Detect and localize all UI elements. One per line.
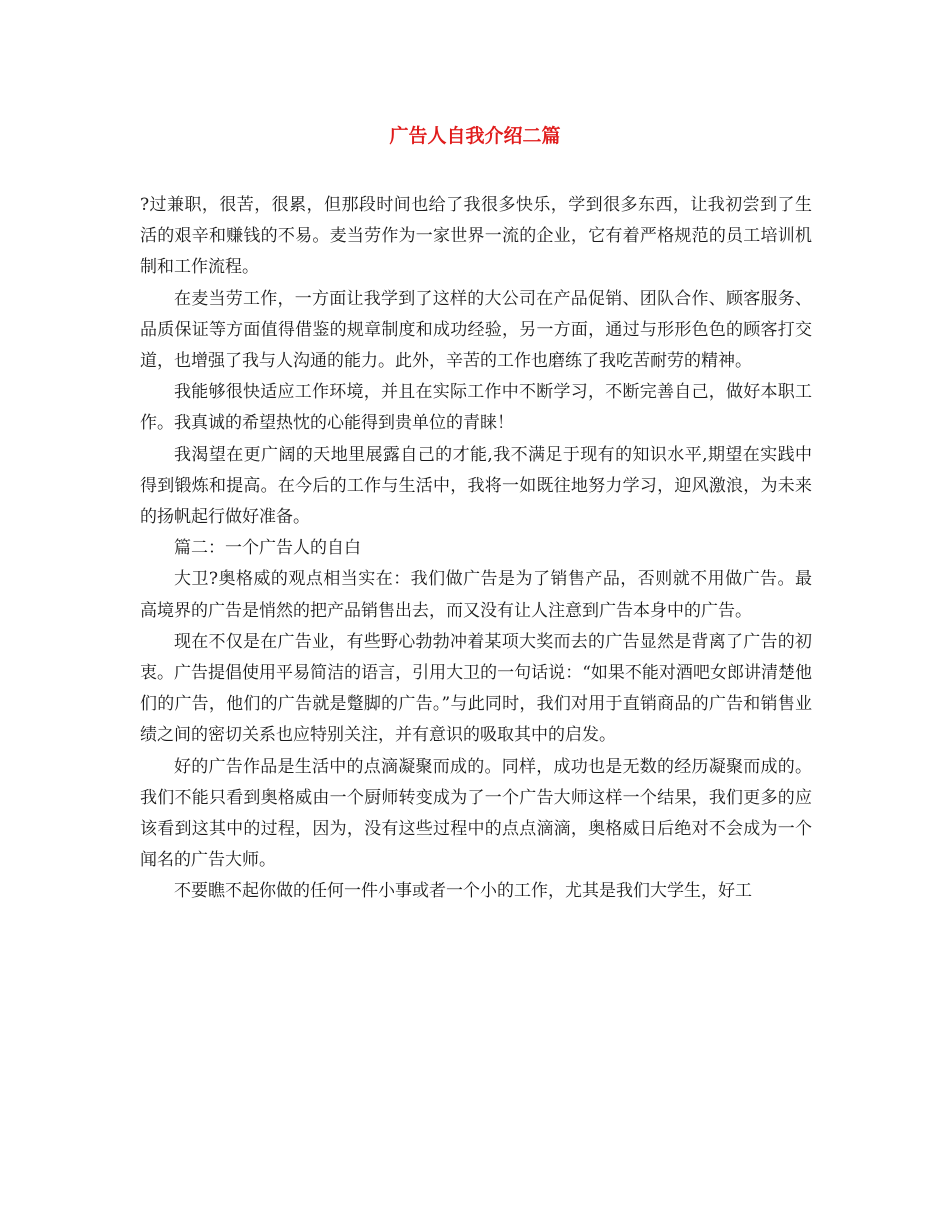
- paragraph: ?过兼职，很苦，很累，但那段时间也给了我很多快乐，学到很多东西，让我初尝到了生活的艰辛和赚钱的不易。麦当劳作为一家世界一流的企业，它有着严格规范的员工培训机制和工作流程。: [140, 195, 812, 278]
- paragraph: 好的广告作品是生活中的点滴凝聚而成的。同样，成功也是无数的经历凝聚而成的。我们不能只看到奥格威由一个厨师转变成为了一个广告大师这样一个结果，我们更多的应该看到这其中的过程，因为，没有这些过程中的点点滴滴，奥格威日后绝对不会成为一个闻名的广告大师。: [140, 756, 812, 871]
- paragraph: 不要瞧不起你做的任何一件小事或者一个小的工作，尤其是我们大学生，好工: [174, 881, 752, 902]
- section-heading: 篇二：一个广告人的自白: [174, 538, 361, 559]
- paragraph: 我渴望在更广阔的天地里展露自己的才能,我不满足于现有的知识水平,期望在实践中得到锻炼和提高。在今后的工作与生活中，我将一如既往地努力学习，迎风激浪，为未来的扬帆起行做好准备。: [140, 444, 812, 528]
- document-body: [140, 190, 812, 908]
- document-title: 广告人自我介绍二篇: [389, 125, 561, 147]
- paragraph: 我能够很快适应工作环境，并且在实际工作中不断学习，不断完善自己，做好本职工作。我真诚的希望热忱的心能得到贵单位的青睐！: [140, 382, 812, 434]
- paragraph: 大卫?奥格威的观点相当实在：我们做广告是为了销售产品，否则就不用做广告。最高境界的广告是悄然的把产品销售出去，而又没有让人注意到广告本身中的广告。: [140, 569, 812, 621]
- paragraph: 在麦当劳工作，一方面让我学到了这样的大公司在产品促销、团队合作、顾客服务、品质保证等方面值得借鉴的规章制度和成功经验，另一方面，通过与形形色色的顾客打交道，也增强了我与人沟通的能力。此外，辛苦的工作也磨练了我吃苦耐劳的精神。: [140, 288, 812, 372]
- paragraph: 现在不仅是在广告业，有些野心勃勃冲着某项大奖而去的广告显然是背离了广告的初衷。广告提倡使用平易简洁的语言，引用大卫的一句话说：“如果不能对酒吧女郎讲清楚他们的广告，他们的广告就是蹩脚的广告。”与此同时，我们对用于直销商品的广告和销售业绩之间的密切关系也应特别关注，并有意识的吸取其中的启发。: [140, 631, 812, 746]
